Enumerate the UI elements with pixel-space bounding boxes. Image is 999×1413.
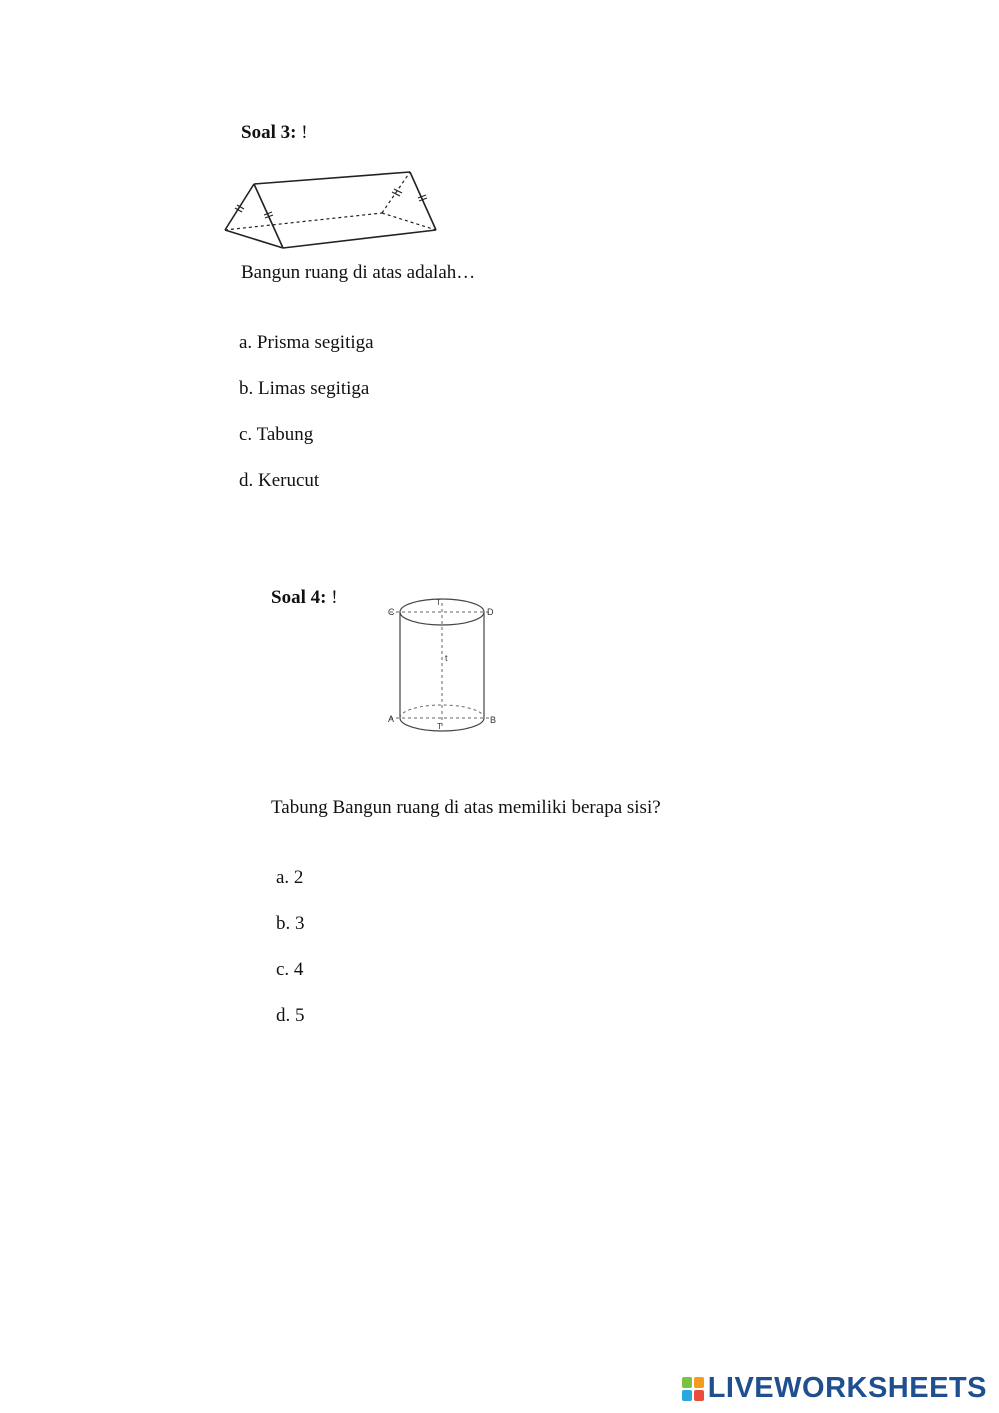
soal-4-option-c[interactable]: c. 4	[276, 959, 304, 980]
logo-wordmark: LIVEWORKSHEETS	[707, 1372, 987, 1404]
soal-3-option-c[interactable]: c. Tabung	[239, 424, 314, 445]
soal-3-label: Soal 3:	[241, 122, 297, 143]
soal-4-label: Soal 4:	[271, 587, 327, 608]
soal-3-option-b[interactable]: b. Limas segitiga	[239, 378, 370, 399]
soal-4-option-d[interactable]: d. 5	[276, 1005, 305, 1026]
cylinder-label-a: A	[388, 714, 395, 724]
liveworksheets-logo	[682, 1372, 987, 1405]
soal-4-suffix: !	[326, 587, 338, 608]
cylinder-label-t: t	[445, 653, 448, 663]
soal-4-title	[271, 587, 338, 609]
cylinder-label-t1: T	[437, 722, 442, 731]
triangular-prism-figure	[220, 168, 445, 254]
cylinder-label-b: B	[490, 715, 497, 725]
soal-3-question: Bangun ruang di atas adalah…	[241, 262, 476, 283]
soal-4-option-b[interactable]: b. 3	[276, 913, 305, 934]
soal-4-option-a[interactable]: a. 2	[276, 867, 304, 888]
soal-3-option-a[interactable]: a. Prisma segitiga	[239, 332, 374, 353]
cylinder-figure	[380, 595, 510, 737]
cylinder-label-t2: T	[436, 598, 441, 607]
logo-squares-icon	[682, 1377, 704, 1401]
soal-3-title	[241, 122, 308, 144]
soal-4-question: Tabung Bangun ruang di atas memiliki berapa sisi?	[271, 797, 661, 818]
soal-3-suffix: !	[296, 122, 308, 143]
cylinder-label-d: D	[487, 607, 494, 617]
soal-3-option-d[interactable]: d. Kerucut	[239, 470, 320, 491]
cylinder-label-c: C	[388, 607, 395, 617]
